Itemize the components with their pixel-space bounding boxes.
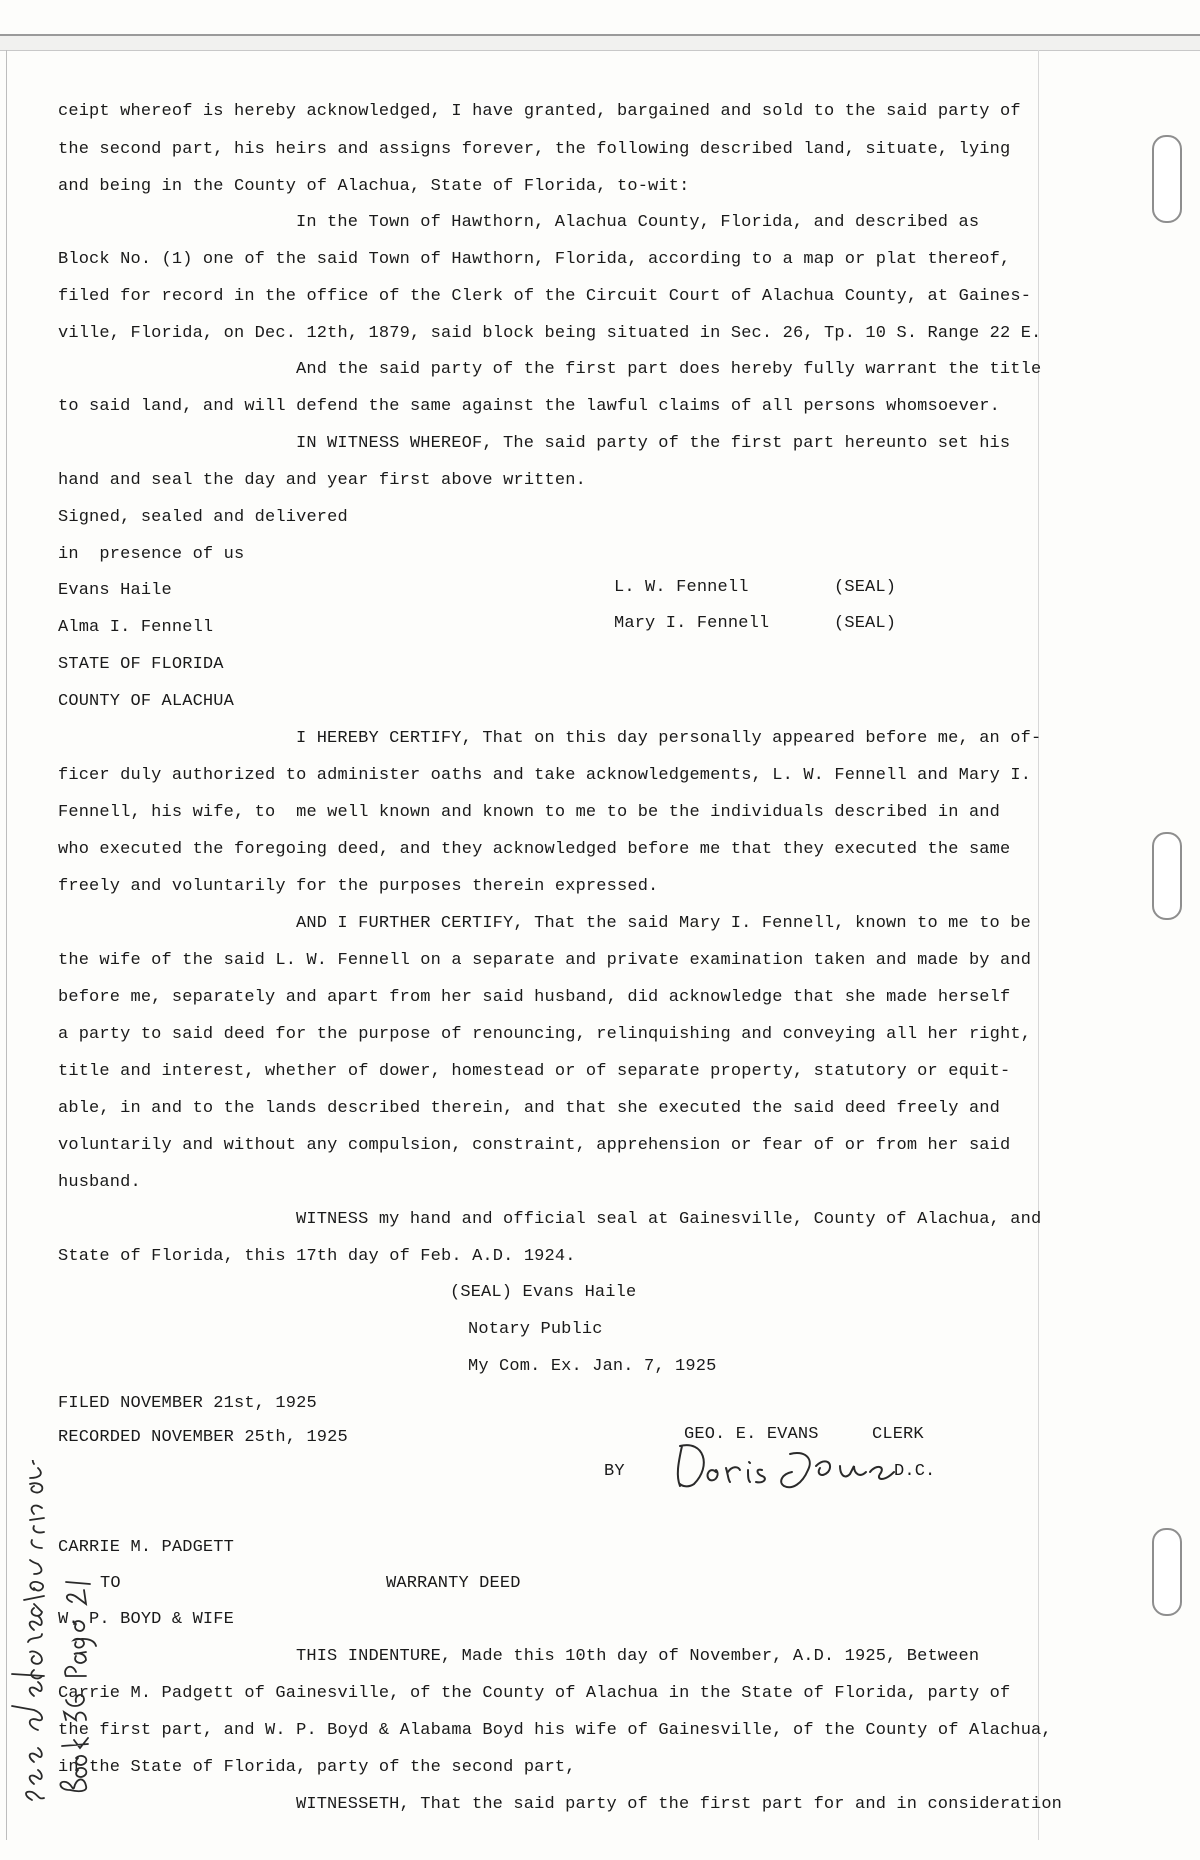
- page-top-border: [0, 34, 1200, 51]
- acknowledgement-line: AND I FURTHER CERTIFY, That the said Mary I. Fennell, known to me to be: [296, 914, 1031, 933]
- acknowledgement-line: a party to said deed for the purpose of renouncing, relinquishing and conveying all her right,: [58, 1025, 1032, 1044]
- acknowledgement-line: the wife of the said L. W. Fennell on a separate and private examination taken and made by and: [58, 951, 1032, 970]
- acknowledgement-line: I HEREBY CERTIFY, That on this day personally appeared before me, an of-: [296, 729, 1042, 748]
- by-label: BY: [604, 1462, 625, 1481]
- deed-text-line: Block No. (1) one of the said Town of Hawthorn, Florida, according to a map or plat thereof,: [58, 250, 1011, 269]
- deed-text-line: ville, Florida, on Dec. 12th, 1879, said block being situated in Sec. 26, Tp. 10 S. Range 22 E.: [58, 324, 1042, 343]
- indenture-line: THIS INDENTURE, Made this 10th day of November, A.D. 1925, Between: [296, 1647, 980, 1666]
- notary-name: (SEAL) Evans Haile: [450, 1283, 637, 1302]
- deed-text-line: ceipt whereof is hereby acknowledged, I have granted, bargained and sold to the said party of: [58, 102, 1021, 121]
- handwritten-margin-note: [2, 1460, 102, 1840]
- recorded-date: RECORDED NOVEMBER 25th, 1925: [58, 1428, 348, 1447]
- witness-name: Alma I. Fennell: [58, 618, 214, 637]
- grantor-signature: L. W. Fennell: [614, 578, 749, 597]
- indenture-line: Carrie M. Padgett of Gainesville, of the County of Alachua in the State of Florida, party of: [58, 1684, 1011, 1703]
- state-heading: STATE OF FLORIDA: [58, 655, 224, 674]
- acknowledgement-line: ficer duly authorized to administer oaths and take acknowledgements, L. W. Fennell and Mary I.: [58, 766, 1032, 785]
- notary-title: Notary Public: [468, 1320, 603, 1339]
- right-margin-line: [1038, 50, 1039, 1840]
- seal-mark: (SEAL): [834, 578, 897, 597]
- handwritten-signature: [664, 1436, 914, 1496]
- deed-text-line: in presence of us: [58, 545, 245, 564]
- grantee-heading: W. P. BOYD & WIFE: [58, 1610, 234, 1629]
- deputy-clerk-suffix: D.C.: [894, 1462, 936, 1481]
- grantor-heading: CARRIE M. PADGETT: [58, 1538, 234, 1557]
- deed-text-line: In the Town of Hawthorn, Alachua County, Florida, and described as: [296, 213, 980, 232]
- seal-mark: (SEAL): [834, 614, 897, 633]
- clerk-name: GEO. E. EVANS: [684, 1425, 819, 1444]
- grantor-signature: Mary I. Fennell: [614, 614, 770, 633]
- deed-text-line: IN WITNESS WHEREOF, The said party of the first part hereunto set his: [296, 434, 1011, 453]
- deed-text-line: to said land, and will defend the same against the lawful claims of all persons whomsoever.: [58, 397, 1001, 416]
- acknowledgement-line: State of Florida, this 17th day of Feb. A.D. 1924.: [58, 1247, 576, 1266]
- witness-name: Evans Haile: [58, 581, 172, 600]
- filed-date: FILED NOVEMBER 21st, 1925: [58, 1394, 317, 1413]
- binder-ring-hole: [1152, 135, 1182, 223]
- acknowledgement-line: able, in and to the lands described therein, and that she executed the said deed freely and: [58, 1099, 1001, 1118]
- binder-ring-hole: [1152, 1528, 1182, 1616]
- clerk-title: CLERK: [872, 1425, 924, 1444]
- notary-commission: My Com. Ex. Jan. 7, 1925: [468, 1357, 717, 1376]
- deed-type-heading: WARRANTY DEED: [386, 1574, 521, 1593]
- deed-text-line: Signed, sealed and delivered: [58, 508, 348, 527]
- acknowledgement-line: freely and voluntarily for the purposes therein expressed.: [58, 877, 659, 896]
- indenture-line: WITNESSETH, That the said party of the first part for and in consideration: [296, 1795, 1063, 1814]
- county-heading: COUNTY OF ALACHUA: [58, 692, 234, 711]
- indenture-line: in the State of Florida, party of the second part,: [58, 1758, 576, 1777]
- acknowledgement-line: husband.: [58, 1173, 141, 1192]
- acknowledgement-line: before me, separately and apart from her said husband, did acknowledge that she made herself: [58, 988, 1011, 1007]
- acknowledgement-line: WITNESS my hand and official seal at Gainesville, County of Alachua, and: [296, 1210, 1042, 1229]
- acknowledgement-line: who executed the foregoing deed, and they acknowledged before me that they executed the same: [58, 840, 1011, 859]
- acknowledgement-line: voluntarily and without any compulsion, constraint, apprehension or fear of or from her said: [58, 1136, 1011, 1155]
- acknowledgement-line: title and interest, whether of dower, homestead or of separate property, statutory or equit-: [58, 1062, 1011, 1081]
- deed-text-line: the second part, his heirs and assigns forever, the following described land, situate, lying: [58, 140, 1011, 159]
- acknowledgement-line: Fennell, his wife, to me well known and known to me to be the individuals described in and: [58, 803, 1001, 822]
- binder-ring-hole: [1152, 832, 1182, 920]
- deed-text-line: hand and seal the day and year first above written.: [58, 471, 586, 490]
- deed-text-line: And the said party of the first part does hereby fully warrant the title: [296, 360, 1042, 379]
- deed-text-line: filed for record in the office of the Clerk of the Circuit Court of Alachua County, at Gaines-: [58, 287, 1032, 306]
- deed-text-line: and being in the County of Alachua, State of Florida, to-wit:: [58, 177, 690, 196]
- indenture-line: the first part, and W. P. Boyd & Alabama Boyd his wife of Gainesville, of the County of Alachua,: [58, 1721, 1052, 1740]
- to-heading: TO: [100, 1574, 121, 1593]
